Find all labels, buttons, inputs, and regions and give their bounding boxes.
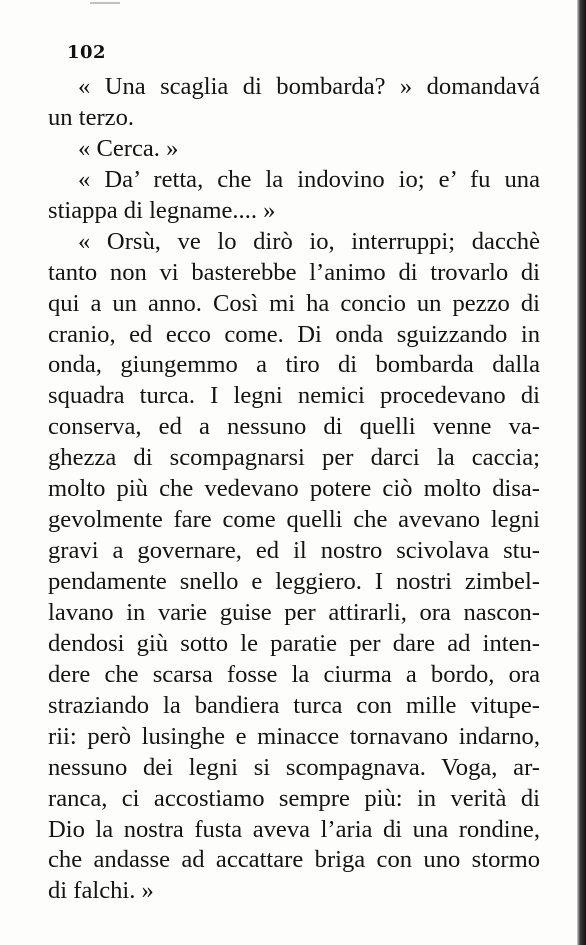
text-line: lavano in varie guise per attirarli, ora nascon- — [48, 598, 540, 626]
text-line: che andasse ad accattare briga con uno stormo — [48, 846, 540, 874]
page-number: 102 — [67, 42, 107, 63]
text-line: « Orsù, ve lo dirò io, interruppi; dacchè — [78, 227, 540, 255]
book-spine-edge — [577, 0, 586, 945]
text-line: qui a un anno. Così mi ha concio un pezzo di — [48, 289, 540, 317]
text-line: cranio, ed ecco come. Di onda sguizzando in — [48, 320, 540, 348]
text-line: dere che scarsa fosse la ciurma a bordo, ora — [48, 660, 540, 688]
text-line: Dio la nostra fusta aveva l’aria di una rondine, — [48, 815, 540, 843]
text-line: molto più che vedevano potere ciò molto disa- — [48, 475, 540, 503]
text-line: squadra turca. I legni nemici procedevano di — [48, 382, 540, 410]
text-line: rii: però lusinghe e minacce tornavano indarno, — [48, 722, 540, 750]
text-line: conserva, ed a nessuno di quelli venne va- — [48, 413, 540, 441]
text-line: ghezza di scompagnarsi per darci la caccia; — [48, 444, 540, 472]
text-line: tanto non vi basterebbe l’animo di trovarlo di — [48, 258, 540, 286]
text-line: onda, giungemmo a tiro di bombarda dalla — [48, 351, 540, 379]
text-line: « Da’ retta, che la indovino io; e’ fu una — [78, 165, 540, 193]
text-line: gravi a governare, ed il nostro scivolava stu- — [48, 537, 540, 565]
text-line: stiappa di legname.... » — [48, 196, 276, 224]
text-line: dendosi giù sotto le paratie per dare ad inten- — [48, 629, 540, 657]
text-line: « Cerca. » — [78, 134, 179, 162]
text-line: pendamente snello e leggiero. I nostri zimbel- — [48, 568, 540, 595]
text-line: ranca, ci accostiamo sempre più: in verità di — [48, 784, 540, 812]
text-line: « Una scaglia di bombarda? » domandavá — [78, 73, 540, 100]
scan-smudge — [90, 2, 120, 4]
text-line: un terzo. — [48, 103, 135, 131]
text-line: di falchi. » — [48, 877, 154, 905]
text-line: nessuno dei legni si scompagnava. Voga, ar- — [48, 753, 540, 781]
text-line: straziando la bandiera turca con mille vitupe- — [48, 691, 540, 719]
body-text — [48, 72, 540, 907]
text-line: gevolmente fare come quelli che avevano legni — [48, 506, 540, 534]
